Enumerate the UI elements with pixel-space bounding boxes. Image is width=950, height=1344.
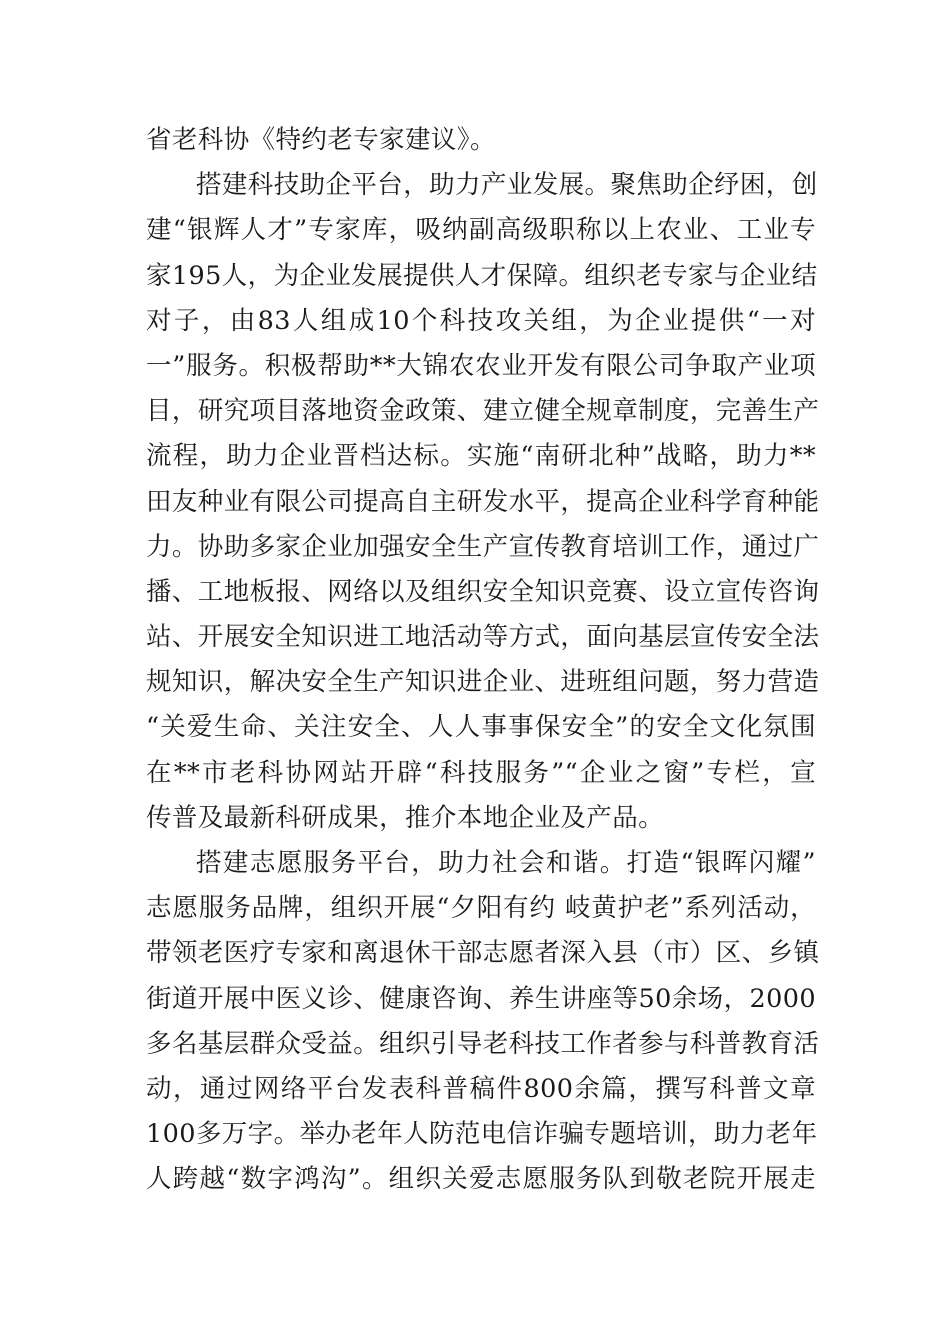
- text-line: 站、开展安全知识进工地活动等方式，面向基层宣传安全法: [146, 622, 820, 653]
- text-line: 人跨越“数字鸿沟”。组织关爱志愿服务队到敬老院开展走: [146, 1164, 816, 1195]
- text-line: 目，研究项目落地资金政策、建立健全规章制度，完善生产: [146, 396, 820, 427]
- text-line: 传普及最新科研成果，推介本地企业及产品。: [146, 802, 665, 833]
- text-line: 100多万字。举办老年人防范电信诈骗专题培训，助力老年: [146, 1119, 818, 1150]
- text-line: 流程，助力企业晋档达标。实施“南研北种”战略，助力**: [146, 441, 816, 472]
- text-line: 对子，由83人组成10个科技攻关组，为企业提供“一对: [146, 305, 816, 336]
- text-line: 搭建科技助企平台，助力产业发展。聚焦助企纾困，创: [196, 170, 818, 201]
- text-line: 规知识，解决安全生产知识进企业、进班组问题，努力营造: [146, 667, 820, 698]
- text-line: 力。协助多家企业加强安全生产宣传教育培训工作，通过广: [146, 531, 820, 562]
- text-line: 一”服务。积极帮助**大锦农农业开发有限公司争取产业项: [146, 350, 816, 381]
- text-line: 多名基层群众受益。组织引导老科技工作者参与科普教育活: [146, 1028, 820, 1059]
- text-line: 带领老医疗专家和离退休干部志愿者深入县（市）区、乡镇: [146, 938, 820, 969]
- text-line: 田友种业有限公司提高自主研发水平，提高企业科学育种能: [146, 486, 820, 517]
- text-line: 动，通过网络平台发表科普稿件800余篇，撰写科普文章: [146, 1073, 816, 1104]
- text-line: 搭建志愿服务平台，助力社会和谐。打造“银晖闪耀”: [196, 848, 816, 878]
- text-line: 省老科协《特约老专家建议》。: [146, 125, 496, 155]
- text-line: 在**市老科协网站开辟“科技服务”“企业之窗”专栏，宣: [146, 757, 816, 788]
- text-line: “关爱生命、关注安全、人人事事保安全”的安全文化氛围: [146, 712, 816, 743]
- text-line: 志愿服务品牌，组织开展“夕阳有约 岐黄护老”系列活动，: [146, 893, 816, 924]
- body-text: [146, 118, 820, 1203]
- text-line: 家195人，为企业发展提供人才保障。组织老专家与企业结: [146, 260, 818, 291]
- text-line: 街道开展中医义诊、健康咨询、养生讲座等50余场，2000: [146, 983, 816, 1014]
- text-line: 播、工地板报、网络以及组织安全知识竞赛、设立宣传咨询: [146, 576, 820, 607]
- text-line: 建“银辉人才”专家库，吸纳副高级职称以上农业、工业专: [146, 215, 816, 246]
